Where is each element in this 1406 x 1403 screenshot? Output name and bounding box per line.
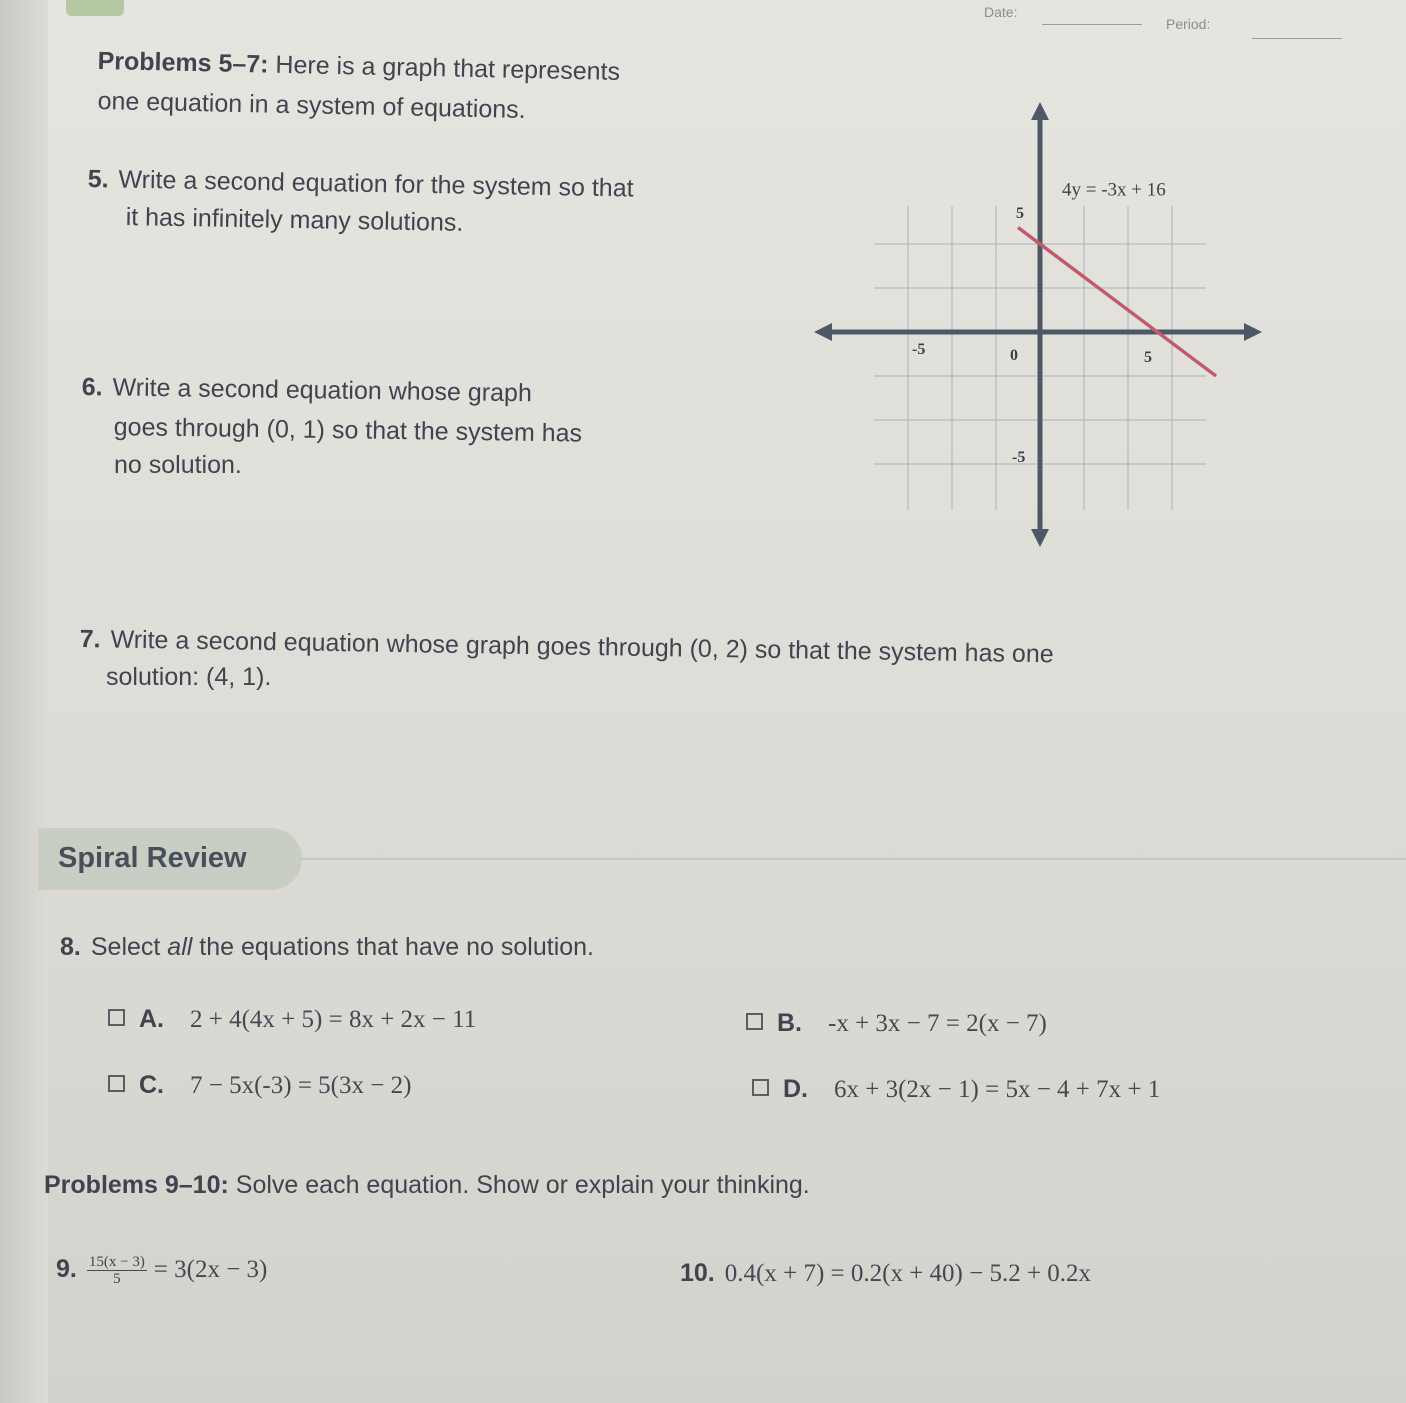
x-axis-left-arrow [814, 323, 832, 341]
question-prompt-pre: Select [90, 933, 168, 961]
problems-9-10-intro [44, 1168, 810, 1202]
question-text: Write a second equation whose graph goes through (0, 2) so that the system has one [110, 625, 1054, 669]
fraction [87, 1254, 147, 1287]
equation-label: 4y = -3x + 16 [1062, 179, 1166, 201]
intro-lead: Problems 5–7: [97, 46, 269, 79]
x-axis-right-arrow [1244, 323, 1262, 341]
date-label: Date: [984, 4, 1018, 20]
intro-lead: Problems 9–10: [44, 1171, 229, 1199]
option-a[interactable] [108, 1004, 476, 1035]
equation: 0.4(x + 7) = 0.2(x + 40) − 5.2 + 0.2x [724, 1260, 1092, 1287]
intro-text-1: Here is a graph that represents [268, 50, 621, 86]
question-7-line2: solution: (4, 1). [106, 663, 272, 691]
option-equation: 6x + 3(2x − 1) = 5x − 4 + 7x + 1 [834, 1076, 1161, 1103]
option-equation: -x + 3x − 7 = 2(x − 7) [828, 1010, 1047, 1037]
question-number: 5. [87, 164, 109, 194]
question-prompt-post: the equations that have no solution. [192, 933, 594, 961]
question-5-line2: it has infinitely many solutions. [125, 202, 464, 237]
question-10 [680, 1258, 1091, 1289]
option-c[interactable] [108, 1070, 411, 1101]
checkbox[interactable] [108, 1075, 125, 1092]
question-prompt-emphasis: all [167, 933, 193, 961]
fraction-numerator: 15(x − 3) [88, 1254, 145, 1270]
question-text: Write a second equation for the system so that [118, 165, 634, 203]
graph-axes [814, 102, 1262, 547]
y-axis-bottom-arrow [1031, 529, 1049, 547]
checkbox[interactable] [752, 1079, 769, 1096]
period-label: Period: [1166, 16, 1211, 32]
origin-label: 0 [1010, 347, 1018, 364]
fraction-denominator: 5 [113, 1271, 121, 1287]
checkbox[interactable] [746, 1013, 763, 1030]
checkbox[interactable] [108, 1009, 125, 1026]
intro-text-2: one equation in a system of equations. [97, 86, 526, 124]
option-equation: 7 − 5x(-3) = 5(3x − 2) [190, 1072, 412, 1099]
page-edge-shadow [0, 0, 48, 1403]
option-letter: B. [777, 1009, 802, 1037]
option-b[interactable] [746, 1008, 1047, 1039]
option-equation: 2 + 4(4x + 5) = 8x + 2x − 11 [190, 1006, 477, 1033]
coordinate-graph [800, 92, 1280, 562]
question-text: Write a second equation whose graph [112, 373, 533, 408]
question-number: 8. [60, 933, 81, 961]
spiral-review-title: Spiral Review [58, 842, 247, 874]
x-tick-label-neg5: -5 [912, 341, 926, 358]
option-d[interactable] [752, 1074, 1160, 1105]
question-number: 10. [680, 1259, 715, 1287]
question-6-line3: no solution. [114, 451, 242, 479]
series-line-4y-eq [1018, 228, 1216, 377]
option-letter: A. [139, 1005, 164, 1033]
section-divider [302, 858, 1406, 860]
question-number: 6. [81, 372, 103, 402]
x-tick-label-5: 5 [1144, 349, 1152, 366]
date-blank[interactable] [1042, 24, 1142, 25]
question-number: 7. [79, 624, 101, 654]
question-9 [56, 1254, 267, 1287]
option-letter: D. [783, 1075, 808, 1103]
y-tick-label-5: 5 [1016, 205, 1024, 222]
equation-rhs: = 3(2x − 3) [153, 1256, 268, 1284]
question-8 [60, 930, 594, 964]
option-letter: C. [139, 1071, 164, 1099]
question-6 [82, 370, 533, 410]
page-tab-marker [66, 0, 124, 16]
question-6-line2: goes through (0, 1) so that the system has [113, 412, 583, 448]
question-number: 9. [56, 1255, 77, 1284]
y-tick-label-neg5: -5 [1012, 449, 1026, 466]
period-blank[interactable] [1252, 38, 1342, 39]
intro-text: Solve each equation. Show or explain your thinking. [228, 1171, 810, 1199]
y-axis-top-arrow [1031, 102, 1049, 120]
